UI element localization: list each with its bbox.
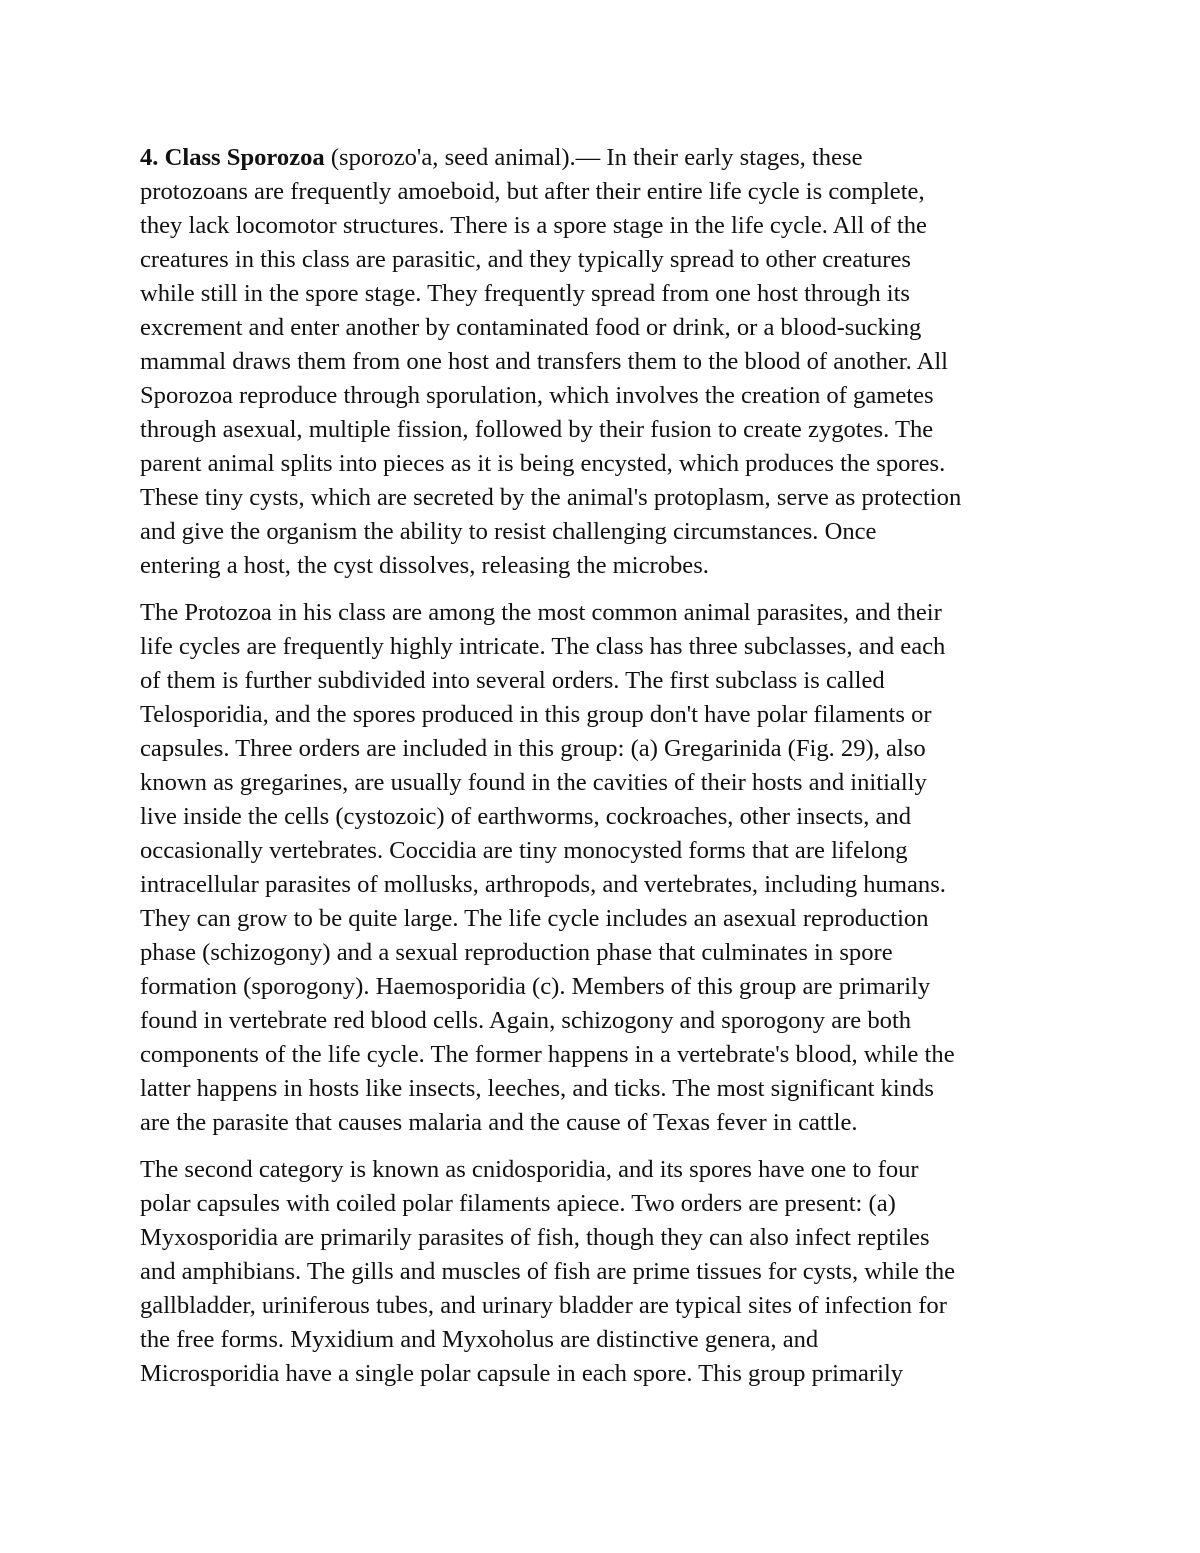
text-line: latter happens in hosts like insects, leeches, and ticks. The most significant kinds (140, 1075, 934, 1102)
text-line: are the parasite that causes malaria and the cause of Texas fever in cattle. (140, 1109, 858, 1136)
text-line: parent animal splits into pieces as it is being encysted, which produces the spores. (140, 450, 946, 477)
text-line: Sporozoa reproduce through sporulation, which involves the creation of gametes (140, 382, 934, 409)
text-line: Microsporidia have a single polar capsule in each spore. This group primarily (140, 1360, 904, 1387)
text-line (140, 141, 1070, 175)
text-line: of them is further subdivided into several orders. The first subclass is called (140, 667, 885, 694)
text-line: intracellular parasites of mollusks, arthropods, and vertebrates, including humans. (140, 871, 946, 898)
text-line: found in vertebrate red blood cells. Again, schizogony and sporogony are both (140, 1007, 912, 1034)
text-line: excrement and enter another by contaminated food or drink, or a blood-sucking (140, 314, 922, 341)
text-line: phase (schizogony) and a sexual reproduction phase that culminates in spore (140, 939, 893, 966)
text-line: capsules. Three orders are included in this group: (a) Gregarinida (Fig. 29), also (140, 735, 926, 762)
paragraph-2 (140, 596, 1070, 1140)
document-body (140, 141, 1070, 1404)
text-line: protozoans are frequently amoeboid, but after their entire life cycle is complete, (140, 178, 925, 205)
text-line: and amphibians. The gills and muscles of fish are prime tissues for cysts, while the (140, 1258, 956, 1285)
paragraph-3 (140, 1153, 1070, 1391)
text-line: Myxosporidia are primarily parasites of fish, though they can also infect reptiles (140, 1224, 930, 1251)
text-line: These tiny cysts, which are secreted by the animal's protoplasm, serve as protection (140, 484, 962, 511)
text-line: life cycles are frequently highly intricate. The class has three subclasses, and each (140, 633, 946, 660)
text-line: They can grow to be quite large. The life cycle includes an asexual reproduction (140, 905, 929, 932)
text-line: entering a host, the cyst dissolves, releasing the microbes. (140, 552, 709, 579)
text-line: they lack locomotor structures. There is a spore stage in the life cycle. All of the (140, 212, 927, 239)
text-line: polar capsules with coiled polar filaments apiece. Two orders are present: (a) (140, 1190, 896, 1217)
text-line: Telosporidia, and the spores produced in this group don't have polar filaments or (140, 701, 932, 728)
text-line: while still in the spore stage. They frequently spread from one host through its (140, 280, 910, 307)
text-line: components of the life cycle. The former happens in a vertebrate's blood, while the (140, 1041, 955, 1068)
text-line: through asexual, multiple fission, followed by their fusion to create zygotes. The (140, 416, 934, 443)
text-line: the free forms. Myxidium and Myxoholus are distinctive genera, and (140, 1326, 819, 1353)
text-line: formation (sporogony). Haemosporidia (c). Members of this group are primarily (140, 973, 931, 1000)
text-line: The Protozoa in his class are among the most common animal parasites, and their (140, 599, 942, 626)
paragraph-1 (140, 141, 1070, 583)
section-heading: 4. Class Sporozoa (140, 144, 325, 171)
text-line: The second category is known as cnidosporidia, and its spores have one to four (140, 1156, 919, 1183)
text-line-segment: (sporozo'a, seed animal).— In their early stages, these (324, 144, 863, 171)
text-line: occasionally vertebrates. Coccidia are tiny monocysted forms that are lifelong (140, 837, 908, 864)
text-line: mammal draws them from one host and transfers them to the blood of another. All (140, 348, 949, 375)
text-line: live inside the cells (cystozoic) of earthworms, cockroaches, other insects, and (140, 803, 912, 830)
text-line: known as gregarines, are usually found in the cavities of their hosts and initially (140, 769, 927, 796)
text-line: gallbladder, uriniferous tubes, and urinary bladder are typical sites of infection for (140, 1292, 947, 1319)
text-line: creatures in this class are parasitic, and they typically spread to other creatures (140, 246, 911, 273)
text-line: and give the organism the ability to resist challenging circumstances. Once (140, 518, 877, 545)
